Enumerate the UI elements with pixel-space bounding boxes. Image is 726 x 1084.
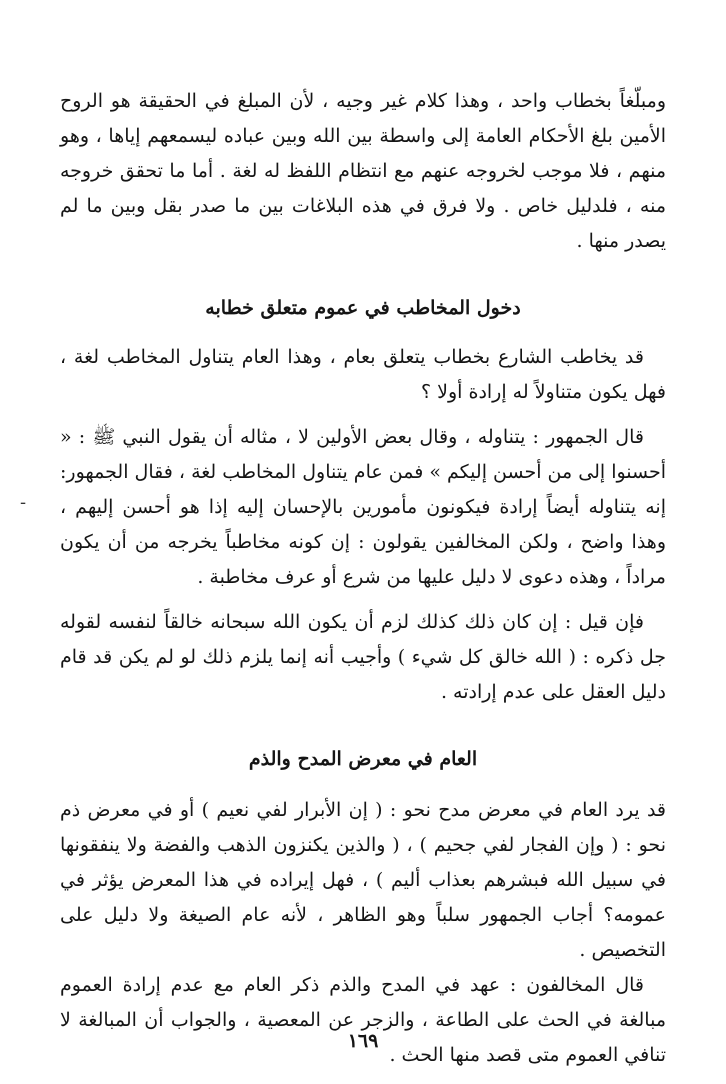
paragraph-1: ومبلّغاً بخطاب واحد ، وهذا كلام غير وجيه ، لأن المبلغ في الحقيقة هو الروح الأمين بلغ الأحكام العامة إلى واسطة بين الله وبين عباده ليسمعهم إياها ، وهو منهم ، فلا موجب لخروجه عنهم مع انتظام اللفظ له لغة . أما ما تحقق خروجه منه ، فلدليل خاص . ولا فرق في هذه البلاغات بين ما صدر بقل وبين ما لم يصدر منها .: [60, 90, 666, 252]
paragraph-2: قد يخاطب الشارع بخطاب يتعلق بعام ، وهذا العام يتناول المخاطب لغة ، فهل يكون متناولاً له إرادة أولا ؟: [60, 346, 666, 403]
page-body: [60, 84, 666, 1073]
spacer: [60, 777, 666, 793]
paragraph-5: قد يرد العام في معرض مدح نحو : ( إن الأبرار لفي نعيم ) أو في معرض ذم نحو : ( وإن الفجار لفي جحيم ) ، ( والذين يكنزون الذهب والفضة ولا ينفقونها في سبيل الله فبشرهم بعذاب أليم ) ، فهل إيراده في هذا المعرض يؤثر في عمومه؟ أجاب الجمهور سلباً وهو الظاهر ، لأنه عام الصيغة ولا دليل على التخصيص .: [60, 799, 666, 961]
paragraph-6: قال المخالفون : عهد في المدح والذم ذكر العام مع عدم إرادة العموم مبالغة في الحث على الطاعة ، والزجر عن المعصية ، والجواب أن المبالغة لا تنافي العموم متى قصد منها الحث .: [60, 974, 666, 1066]
spacer: [60, 410, 666, 420]
section-heading-1: دخول المخاطب في عموم متعلق خطابه: [205, 297, 521, 319]
spacer: [60, 710, 666, 742]
section-heading-2: العام في معرض المدح والذم: [248, 748, 478, 770]
margin-mark: -: [20, 492, 27, 513]
page-number: ١٦٩: [347, 1030, 379, 1052]
spacer: [60, 326, 666, 340]
paragraph-3: قال الجمهور : يتناوله ، وقال بعض الأولين لا ، مثاله أن يقول النبي ﷺ : « أحسنوا إلى من أحسن إليكم » فمن عام يتناول المخاطب لغة ، فقال الجمهور: إنه يتناوله أيضاً إرادة فيكونون مأمورين بالإحسان إليه إذا هو أحسن إليهم ، وهذا واضح ، ولكن المخالفين يقولون : إن كونه مخاطباً يخرجه من أن يكون مراداً ، وهذه دعوى لا دليل عليها من شرع أو عرف مخاطبة .: [60, 426, 666, 588]
paragraph-4: فإن قيل : إن كان ذلك كذلك لزم أن يكون الله سبحانه خالقاً لنفسه لقوله جل ذكره : ( الله خالق كل شيء ) وأجيب أنه إنما يلزم ذلك لو لم يكن قد قام دليل العقل على عدم إرادته .: [60, 611, 666, 703]
spacer: [60, 259, 666, 291]
spacer: [60, 595, 666, 605]
